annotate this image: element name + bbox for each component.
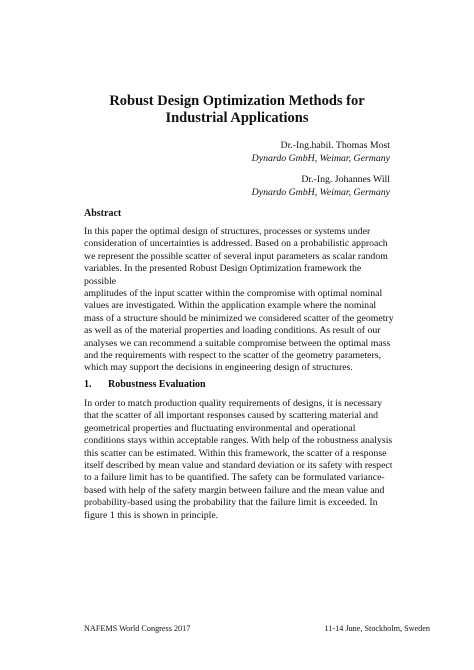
section-heading [84, 379, 206, 390]
title-line-1: Robust Design Optimization Methods for [109, 93, 365, 109]
section-number: 1. [84, 379, 92, 390]
author-affiliation: Dynardo GmbH, Weimar, Germany [251, 187, 390, 198]
author-name: Dr.-Ing. Johannes Will [301, 174, 390, 185]
author-1 [252, 139, 390, 165]
footer-left: NAFEMS World Congress 2017 [84, 624, 191, 633]
footer-right: 11-14 June, Stockholm, Sweden [324, 624, 430, 633]
author-2 [252, 173, 390, 199]
abstract-heading: Abstract [84, 208, 122, 219]
author-affiliation: Dynardo GmbH, Weimar, Germany [251, 153, 390, 164]
page-footer [84, 624, 430, 633]
author-name: Dr.-Ing.habil. Thomas Most [280, 140, 390, 151]
abstract-paragraph: In this paper the optimal design of structures, processes or systems under consideration of uncertainties is addressed. Based on a probabilistic approach we represent the possible scatter of several input parameters as scalar random variables. In the presented Robust Design Optimization framework the possible amplitudes of the input scatter within the compromise with optimal nominal values are investigated. Within the application example where the nominal mass of a structure should be minimized we considered scatter of the geometry as well as of the material properties and loading conditions. As result of our analyses we can recommend a suitable compromise between the optimal mass and the requirements with respect to the scatter of the geometry parameters, which may support the decisions in engineering design of structures. [84, 226, 394, 374]
section-paragraph: In order to match production quality requirements of designs, it is necessary that the scatter of all important responses caused by scattering material and geometrical properties and fluctuating environmental and operational conditions stays within acceptable ranges. With help of the robustness analysis this scatter can be estimated. Within this framework, the scatter of a response itself described by mean value and standard deviation or its safety with respect to a failure limit has to be quantified. The safety can be formulated variance- based with help of the safety margin between failure and the mean value and probability-based using the probability that the failure limit is exceeded. In figure 1 this is shown in principle. [84, 398, 393, 521]
title-line-2: Industrial Applications [165, 110, 309, 126]
author-block [252, 139, 390, 207]
paper-title [60, 93, 414, 127]
section-title: Robustness Evaluation [108, 379, 206, 390]
